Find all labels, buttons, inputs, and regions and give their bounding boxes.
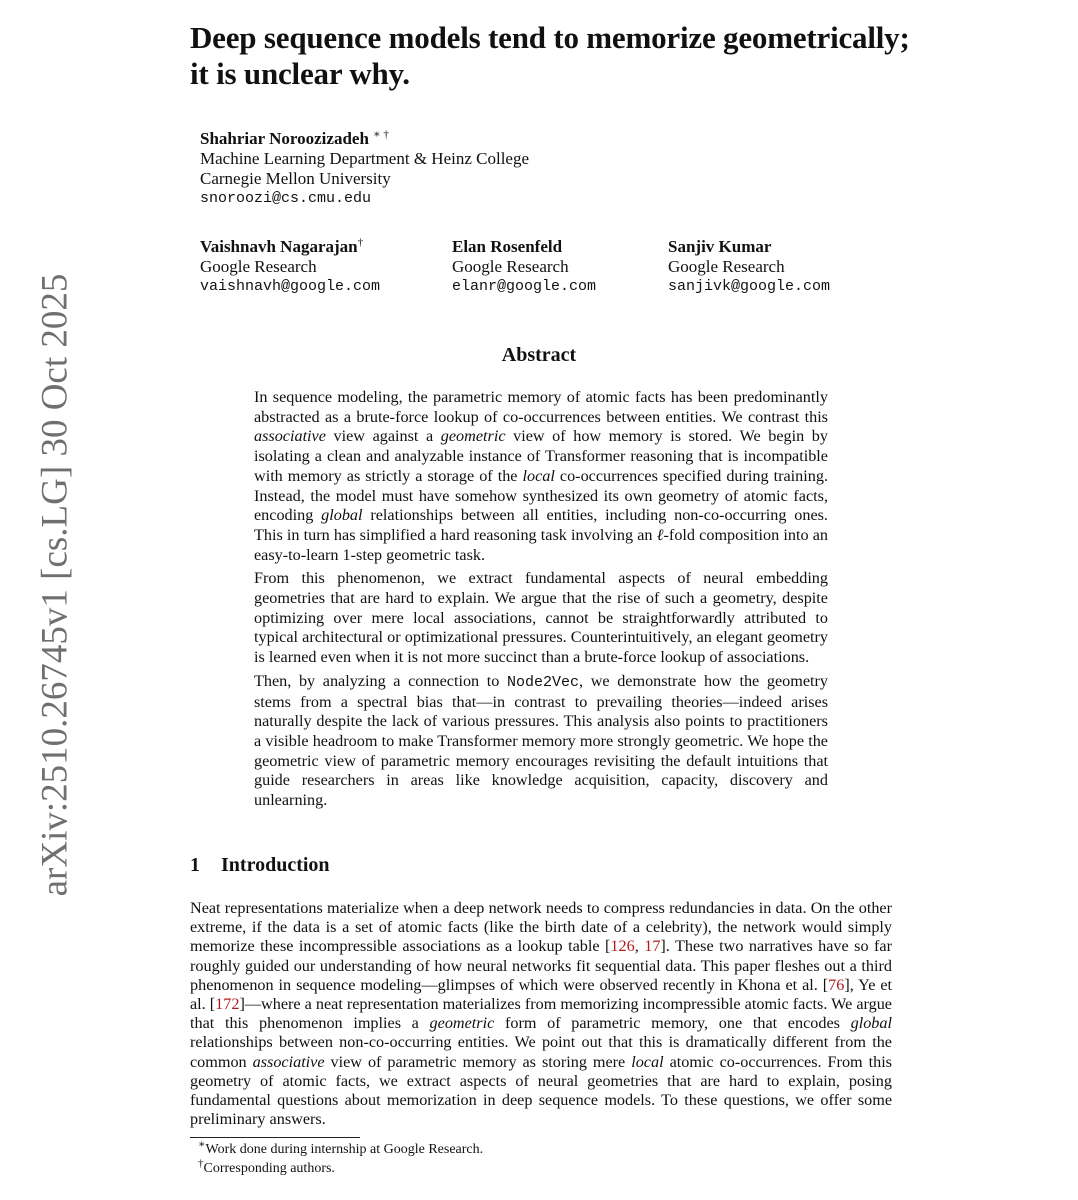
author-name: Sanjiv Kumar [668, 237, 772, 256]
citation-link[interactable]: 126 [610, 937, 635, 956]
footnote-rule [190, 1137, 360, 1138]
author-affiliation: Carnegie Mellon University [200, 169, 391, 188]
abstract-body [254, 388, 828, 815]
citation-link[interactable]: 172 [215, 995, 240, 1014]
abstract-paragraph: From this phenomenon, we extract fundamental aspects of neural embedding geometries that are hard to explain. We argue that the rise of such a geometry, despite optimizing over mere local associations, cannot be straightforwardly attributed to typical architectural or optimizational pressures. Counterintuitively, an elegant geometry is learned even when it is not more succinct than a brute-force lookup of associations. [254, 569, 828, 667]
author-block [452, 237, 596, 297]
intro-paragraph: Neat representations materialize when a deep network needs to compress redundancies in data. On the other extreme, if the data is a set of atomic facts (like the birth date of a celebrity), the network would simply memorize these incompressible associations as a lookup table [126, 17]. These two narratives have so far roughly guided our understanding of how neural networks fit sequential data. This paper fleshes out a third phenomenon in sequence modeling—glimpses of which were observed recently in Khona et al. [76], Ye et al. [172]—where a neat representation materializes from memorizing incompressible atomic facts. We argue that this phenomenon implies a geometric form of parametric memory, one that encodes global relationships between non-co-occurring entities. We point out that this is dramatically different from the common associative view of parametric memory as storing mere local atomic co-occurrences. From this geometry of atomic facts, we extract aspects of neural geometries that are hard to explain, posing fundamental questions about memorization in deep sequence models. To these questions, we offer some preliminary answers. [190, 899, 893, 1129]
author-block [200, 237, 380, 297]
arxiv-stamp-text: arXiv:2510.26745v1 [cs.LG] 30 Oct 2025 [34, 273, 76, 897]
footnote-text: Corresponding authors. [203, 1161, 335, 1176]
footnote-mark: † [198, 1157, 204, 1170]
author-affiliation: Google Research [668, 257, 785, 276]
author-marks: ∗ † [373, 128, 389, 141]
footnote-text: Work done during internship at Google Research. [205, 1142, 484, 1157]
author-email[interactable]: vaishnavh@google.com [200, 278, 381, 295]
author-affiliation: Google Research [200, 257, 317, 276]
author-name: Shahriar Noroozizadeh [200, 129, 369, 148]
paper-title [190, 20, 1010, 92]
section-heading [190, 854, 330, 877]
author-marks: † [357, 236, 364, 249]
footnote [198, 1157, 335, 1178]
author-email[interactable]: snoroozi@cs.cmu.edu [200, 190, 372, 207]
citation-link[interactable]: 17 [644, 937, 661, 956]
author-affiliation: Google Research [452, 257, 569, 276]
author-name: Vaishnavh Nagarajan [200, 237, 358, 256]
lead-author-block [200, 129, 529, 209]
author-email[interactable]: sanjivk@google.com [668, 278, 831, 295]
abstract-heading: Abstract [501, 344, 577, 366]
abstract-paragraph: Then, by analyzing a connection to Node2Vec, we demonstrate how the geometry stems from a spectral bias that—in contrast to prevailing theories—indeed arises naturally despite the lack of various pressures. This analysis also points to practitioners a visible headroom to make Transformer memory more strongly geometric. We hope the geometric view of parametric memory encourages revisiting the default intuitions that guide researchers in areas like knowledge acquisition, capacity, discovery and unlearning. [254, 671, 828, 810]
citation-link[interactable]: 76 [828, 975, 845, 994]
section-title: Introduction [221, 854, 330, 876]
footnote [198, 1138, 484, 1159]
author-email[interactable]: elanr@google.com [452, 278, 597, 295]
author-affiliation: Machine Learning Department & Heinz College [200, 149, 530, 168]
title-line-2: it is unclear why. [190, 56, 410, 91]
title-line-1: Deep sequence models tend to memorize geometrically; [190, 20, 910, 55]
abstract-paragraph: In sequence modeling, the parametric memory of atomic facts has been predominantly abstracted as a brute-force lookup of co-occurrences between entities. We contrast this associative view against a geometric view of how memory is stored. We begin by isolating a clean and analyzable instance of Transformer reasoning that is incompatible with memory as strictly a storage of the local co-occurrences specified during training. Instead, the model must have somehow synthesized its own geometry of atomic facts, encoding global relationships between all entities, including non-co-occurring ones. This in turn has simplified a hard reasoning task involving an ℓ-fold composition into an easy-to-learn 1-step geometric task. [254, 388, 829, 564]
footnote-mark: ∗ [198, 1138, 206, 1151]
section-number: 1 [190, 854, 200, 876]
author-block [668, 237, 830, 297]
author-name: Elan Rosenfeld [452, 237, 563, 256]
